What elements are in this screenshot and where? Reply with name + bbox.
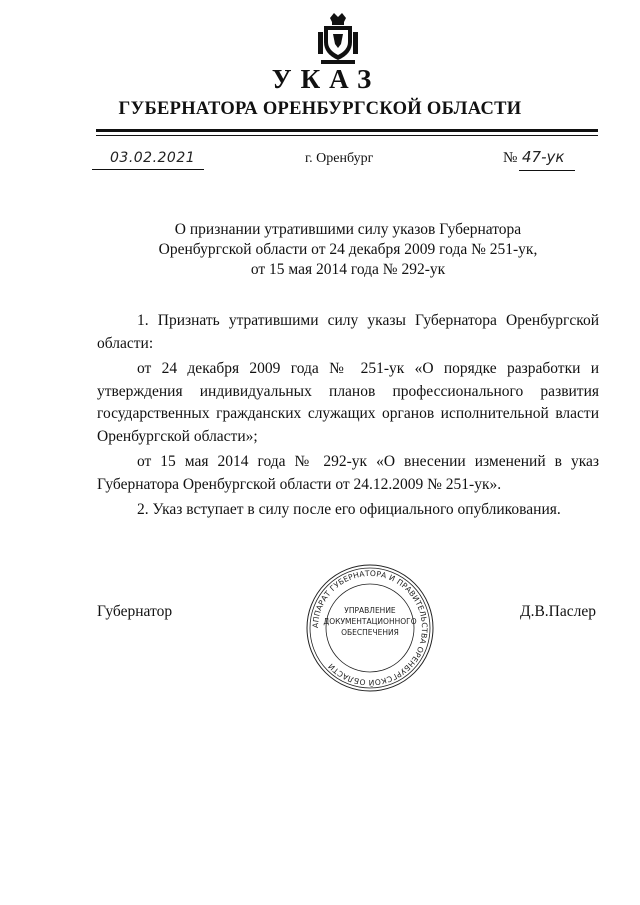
heading-line: Оренбургской области от 24 декабря 2009 года № 251-ук, bbox=[158, 241, 538, 258]
paragraph-1: 1. Признать утратившими силу указы Губернатора Оренбургской области: bbox=[97, 312, 599, 352]
paragraph-3: от 15 мая 2014 года № 292-ук «О внесении изменений в указ Губернатора Оренбургской области от 24.12.2009 № 251-ук». bbox=[97, 453, 599, 493]
coat-of-arms-icon bbox=[318, 12, 358, 66]
stamp-center-text bbox=[305, 605, 435, 638]
date-field bbox=[92, 150, 204, 172]
decree-number: 47-ук bbox=[522, 148, 565, 166]
paragraph-4: 2. Указ вступает в силу после его официального опубликования. bbox=[137, 501, 561, 518]
heading-line: О признании утратившими силу указов Губернатора bbox=[174, 221, 522, 238]
decree-body bbox=[97, 310, 599, 529]
stamp-line: ДОКУМЕНТАЦИОННОГО bbox=[323, 617, 417, 626]
stamp-ring-text: АППАРАТ ГУБЕРНАТОРА И ПРАВИТЕЛЬСТВА ОРЕНБУРГСКОЙ ОБЛАСТИ bbox=[310, 568, 430, 688]
header-rule-thin bbox=[96, 135, 598, 136]
header-rule-thick bbox=[96, 129, 598, 132]
decree-heading bbox=[110, 220, 586, 280]
document-title: УКАЗ bbox=[271, 64, 381, 94]
document-subtitle: ГУБЕРНАТОРА ОРЕНБУРГСКОЙ ОБЛАСТИ bbox=[118, 99, 522, 119]
stamp-line: УПРАВЛЕНИЕ bbox=[344, 606, 396, 615]
number-label: № bbox=[503, 150, 518, 166]
stamp-line: ОБЕСПЕЧЕНИЯ bbox=[341, 628, 399, 637]
city: г. Оренбург bbox=[305, 151, 374, 166]
paragraph-2: от 24 декабря 2009 года № 251-ук «О порядке разработки и утверждения индивидуальных планов профессионального развития государственных гражданских служащих органов исполнительной власти Оренбургской области»; bbox=[97, 360, 599, 445]
heading-line: от 15 мая 2014 года № 292-ук bbox=[250, 261, 446, 278]
signatory-name: Д.В.Паслер bbox=[520, 603, 596, 620]
number-underline bbox=[519, 170, 575, 171]
date-underline bbox=[92, 169, 204, 170]
signatory-position: Губернатор bbox=[97, 603, 173, 620]
decree-date: 03.02.2021 bbox=[110, 150, 196, 166]
